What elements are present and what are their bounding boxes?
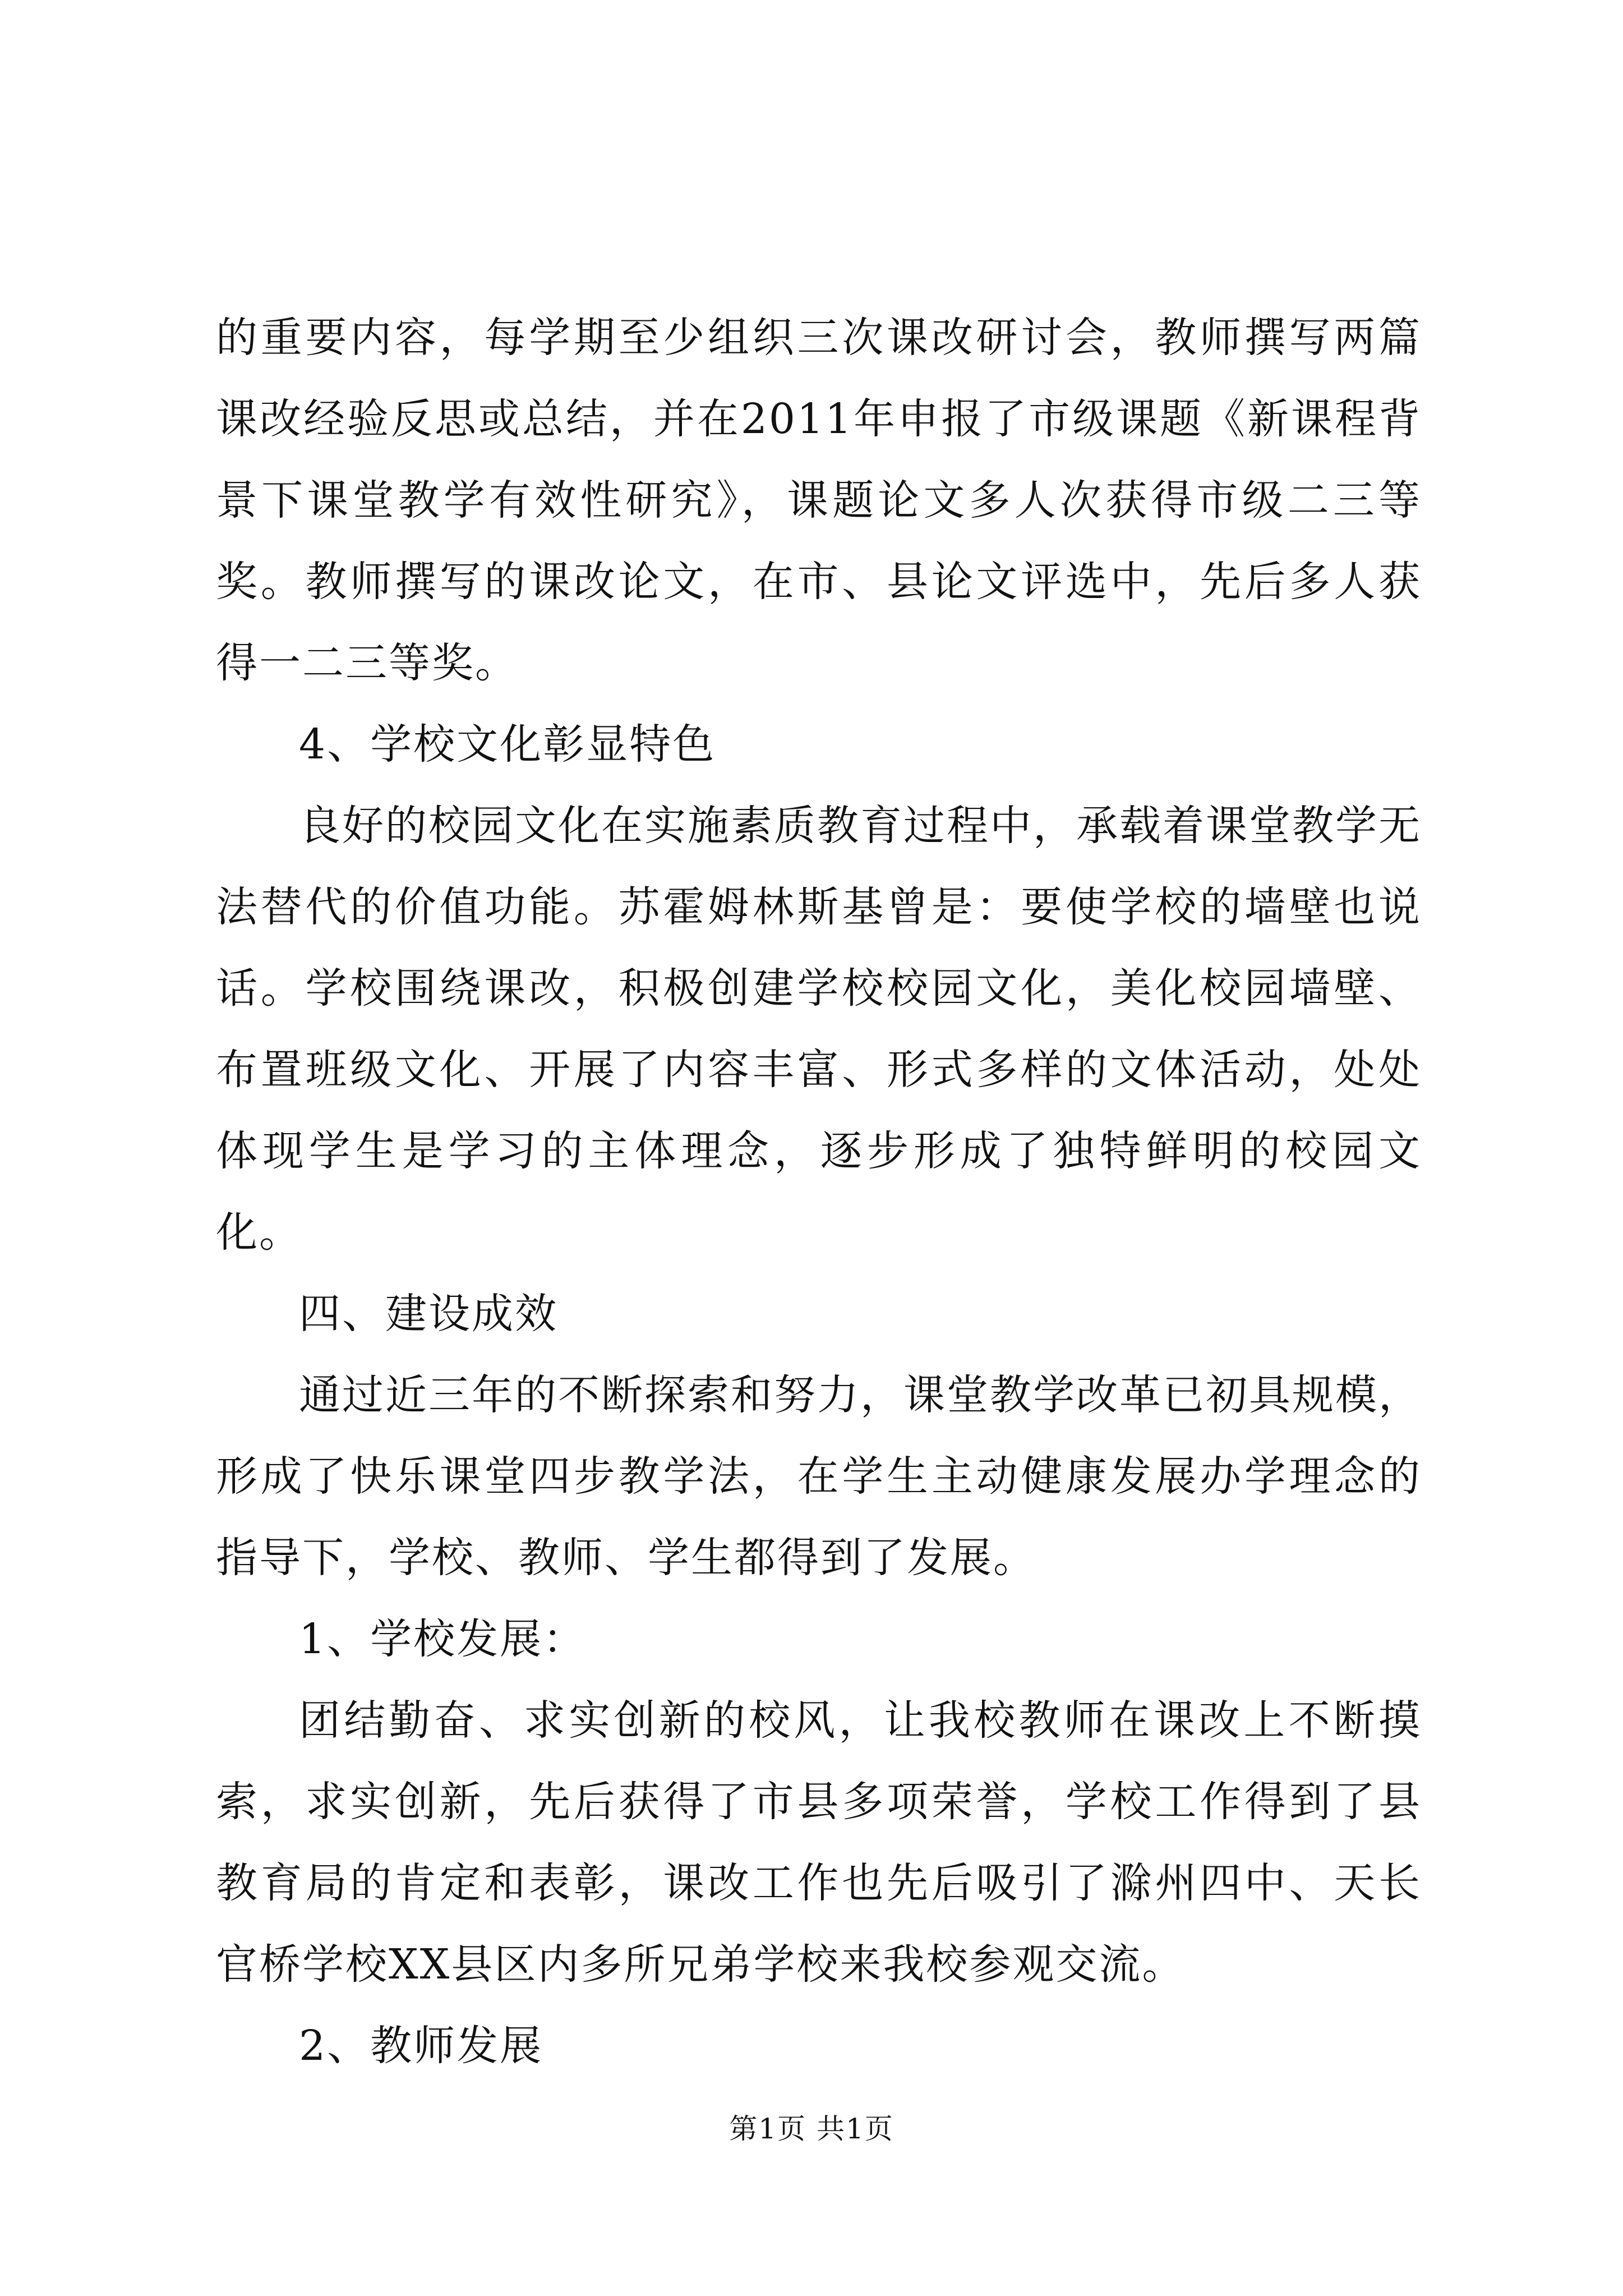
paragraph-campus-culture: 良好的校园文化在实施素质教育过程中，承载着课堂教学无法替代的价值功能。苏霍姆林斯基曾是：要使学校的墙壁也说话。学校围绕课改，积极创建学校校园文化，美化校园墙壁、布置班级文化、开展了内容丰富、形式多样的文体活动，处处体现学生是学习的主体理念，逐步形成了独特鲜明的校园文化。 xyxy=(216,802,1422,1257)
paragraph-school-development: 团结勤奋、求实创新的校风，让我校教师在课改上不断摸索，求实创新，先后获得了市县多项荣誉，学校工作得到了县教育局的肯定和表彰，课改工作也先后吸引了滁州四中、天长官桥学校XX县区内多所兄弟学校来我校参观交流。 xyxy=(216,1696,1422,1989)
document-body xyxy=(216,297,1422,2087)
page-number-footer: 第1页 共1页 xyxy=(729,2113,894,2145)
heading-construction-results: 四、建设成效 xyxy=(299,1290,558,1338)
paragraph-reform-overview: 通过近三年的不断探索和努力，课堂教学改革已初具规模，形成了快乐课堂四步教学法，在学生主动健康发展办学理念的指导下，学校、教师、学生都得到了发展。 xyxy=(216,1371,1422,1582)
heading-teacher-development: 2、教师发展 xyxy=(299,2022,543,2070)
paragraph-research-achievements: 的重要内容，每学期至少组织三次课改研讨会，教师撰写两篇课改经验反思或总结，并在2011年申报了市级课题《新课程背景下课堂教学有效性研究》，课题论文多人次获得市级二三等奖。教师撰写的课改论文，在市、县论文评选中，先后多人获得一二三等奖。 xyxy=(216,314,1422,687)
heading-school-development: 1、学校发展： xyxy=(299,1615,587,1663)
heading-school-culture: 4、学校文化彰显特色 xyxy=(299,720,716,769)
